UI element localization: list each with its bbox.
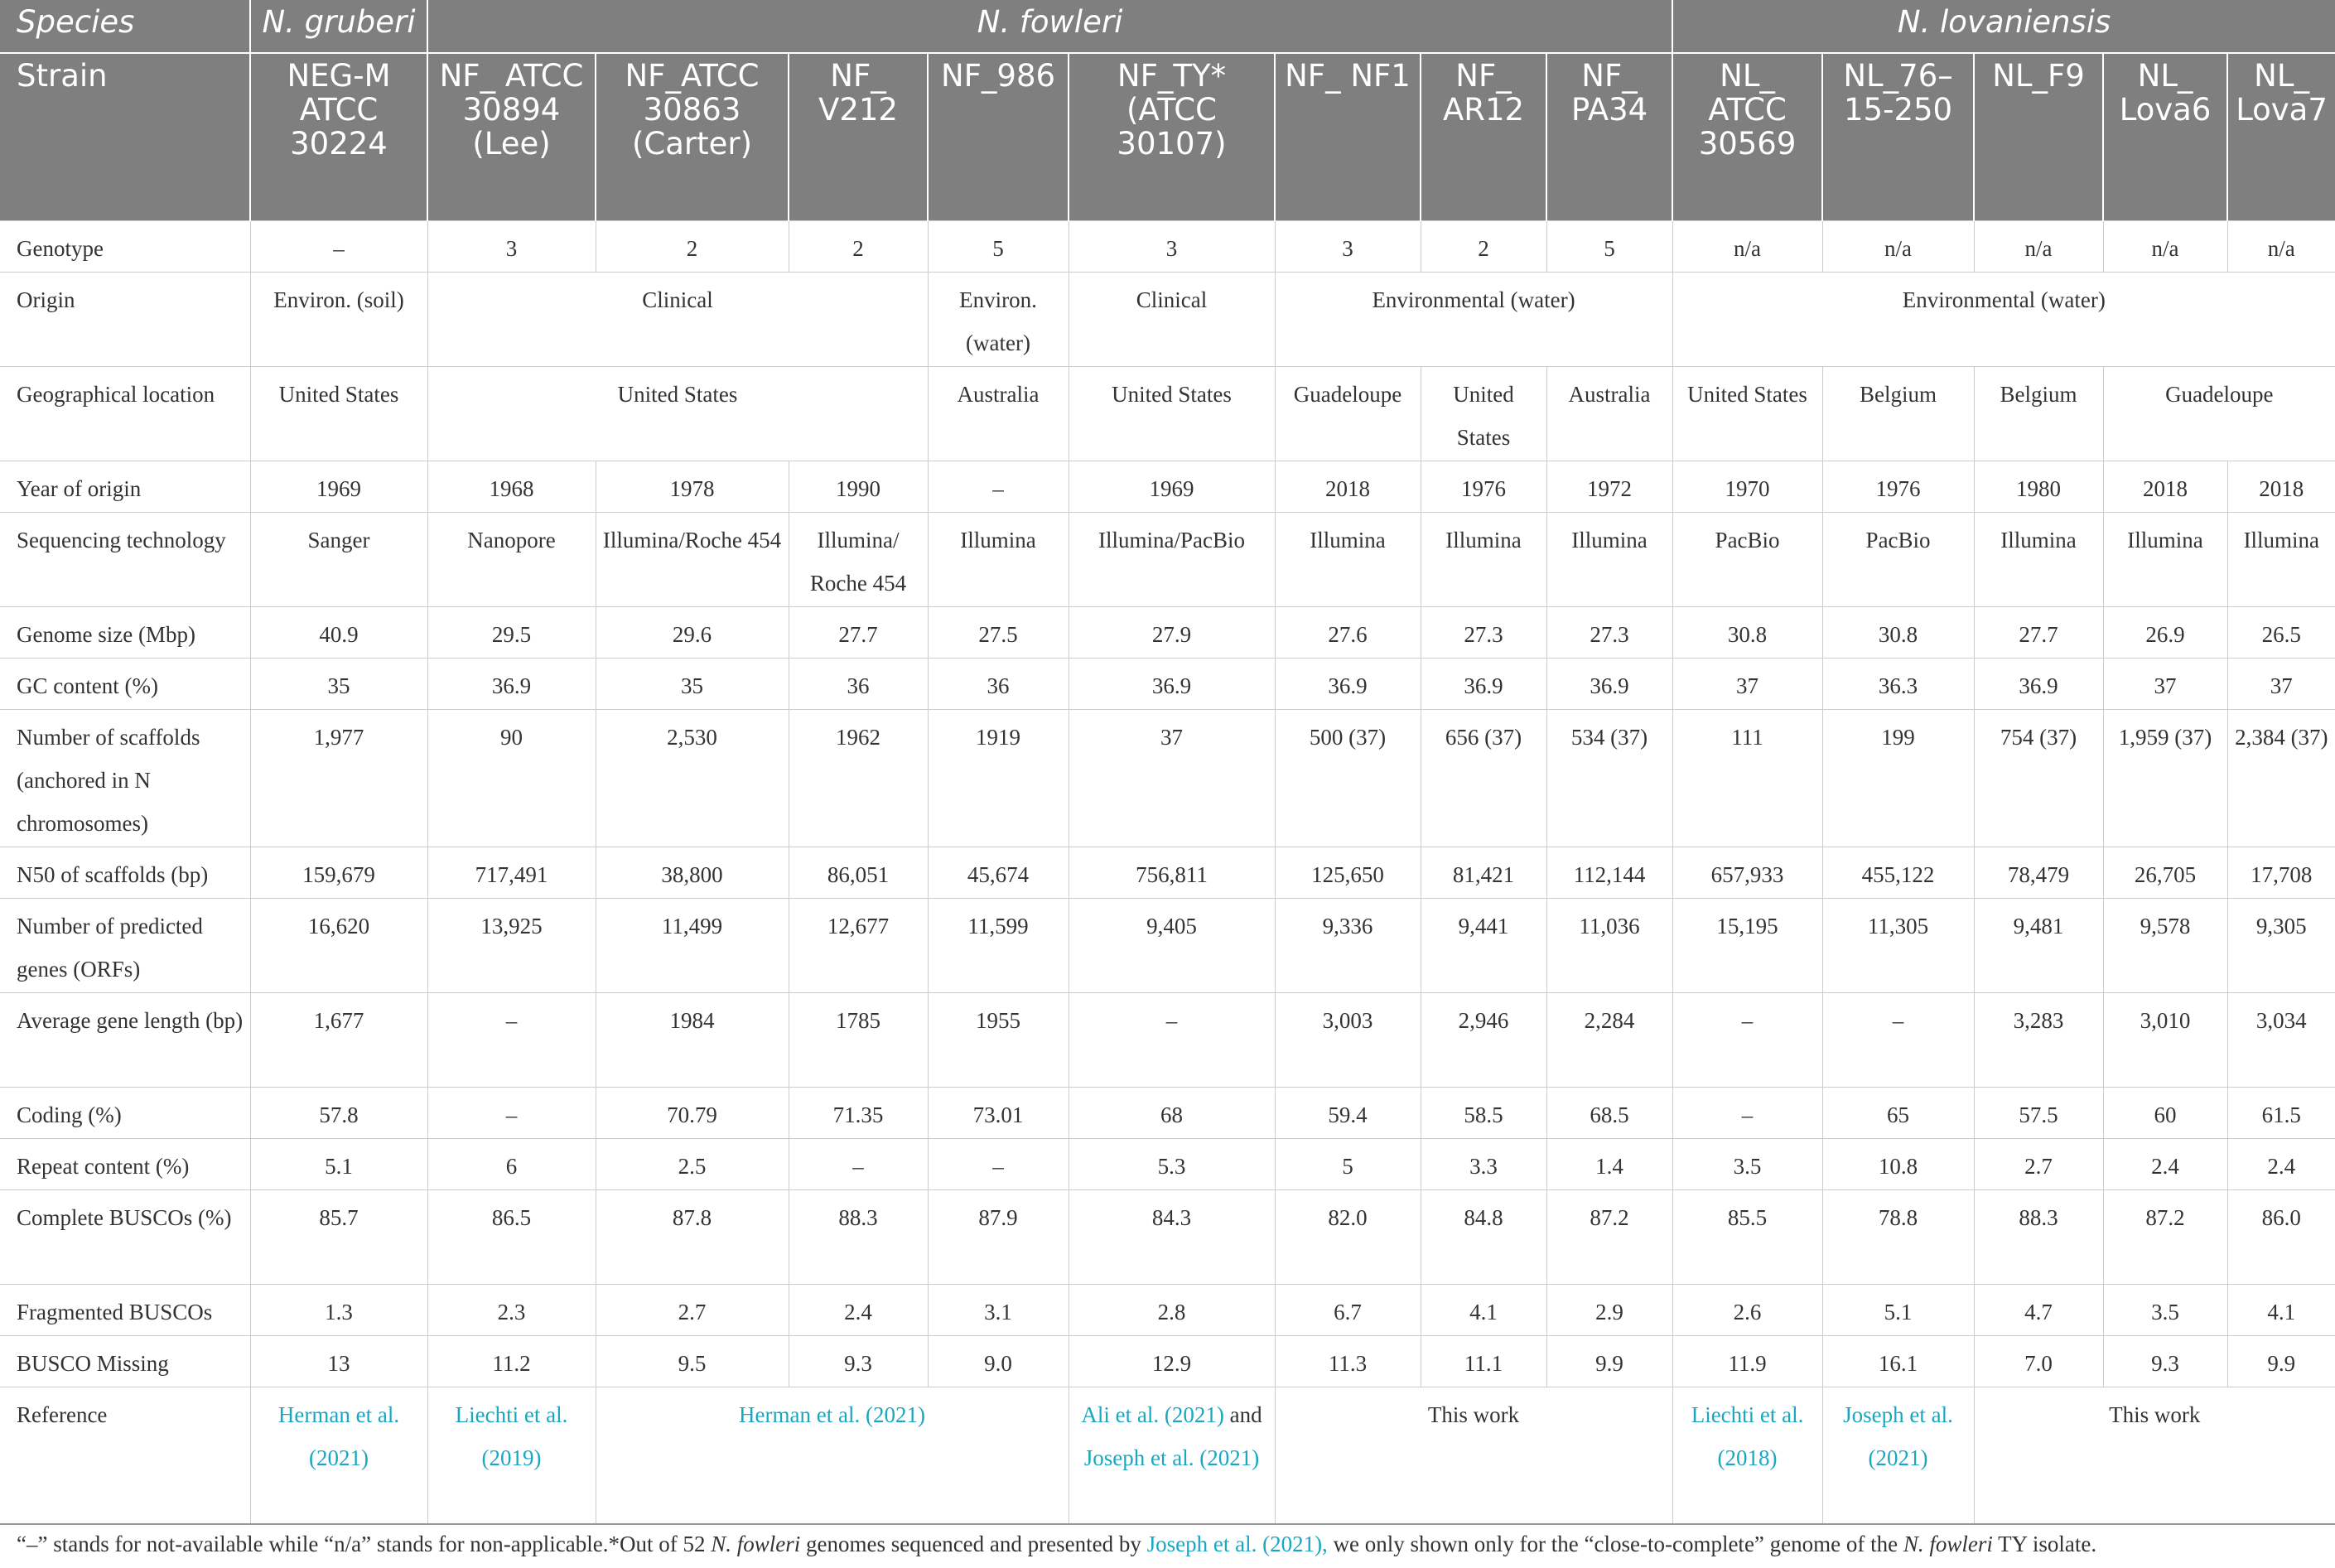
table-cell: – — [1672, 1087, 1822, 1138]
table-cell: 87.8 — [596, 1189, 789, 1284]
table-cell: 87.2 — [2103, 1189, 2227, 1284]
table-cell: 27.7 — [1974, 606, 2103, 658]
table-cell: n/a — [1822, 220, 1974, 272]
table-cell: 82.0 — [1275, 1189, 1421, 1284]
table-cell: Environ. (soil) — [250, 272, 427, 366]
table-cell: Illumina — [928, 512, 1069, 606]
table-cell: 11,036 — [1546, 898, 1672, 992]
table-cell: 2018 — [1275, 461, 1421, 512]
table-cell: 159,679 — [250, 847, 427, 898]
table-cell: 9,578 — [2103, 898, 2227, 992]
table-cell: 37 — [1672, 658, 1822, 709]
table-cell: 3.5 — [1672, 1138, 1822, 1189]
table-cell: 2 — [596, 220, 789, 272]
row-label: Average gene length (bp) — [0, 992, 250, 1087]
table-cell: 2018 — [2227, 461, 2335, 512]
table-cell: 78,479 — [1974, 847, 2103, 898]
strain-header-cell: NF_ NF1 — [1275, 53, 1421, 220]
table-cell: 3 — [1275, 220, 1421, 272]
table-cell: Guadeloupe — [1275, 366, 1421, 461]
reference-text: and — [1223, 1402, 1262, 1427]
table-cell: – — [1069, 992, 1275, 1087]
footnote-species-italic: N. fowleri — [1903, 1532, 1993, 1556]
table-cell: 10.8 — [1822, 1138, 1974, 1189]
table-cell: 35 — [596, 658, 789, 709]
table-row — [0, 1087, 2335, 1138]
table-cell — [1672, 1387, 1822, 1524]
table-cell: 3 — [1069, 220, 1275, 272]
species-n-gruberi: N. gruberi — [250, 0, 427, 53]
table-cell: 35 — [250, 658, 427, 709]
table-cell: 5 — [928, 220, 1069, 272]
table-cell: 657,933 — [1672, 847, 1822, 898]
footnote-species-italic: N. fowleri — [711, 1532, 801, 1556]
table-cell — [1069, 1387, 1275, 1524]
table-cell: 9,405 — [1069, 898, 1275, 992]
table-cell: 9,481 — [1974, 898, 2103, 992]
table-cell: 2,384 (37) — [2227, 709, 2335, 847]
table-cell: 4.7 — [1974, 1284, 2103, 1335]
species-n-fowleri: N. fowleri — [427, 0, 1672, 53]
table-cell: 71.35 — [789, 1087, 928, 1138]
table-cell: 68.5 — [1546, 1087, 1672, 1138]
row-label: N50 of scaffolds (bp) — [0, 847, 250, 898]
footnote-text: TY isolate. — [1992, 1532, 2097, 1556]
table-cell: 12,677 — [789, 898, 928, 992]
table-cell: 26,705 — [2103, 847, 2227, 898]
table-cell: 2018 — [2103, 461, 2227, 512]
row-label: Genotype — [0, 220, 250, 272]
table-cell: Environmental (water) — [1672, 272, 2335, 366]
table-row — [0, 992, 2335, 1087]
table-cell: 26.9 — [2103, 606, 2227, 658]
table-cell: 1969 — [1069, 461, 1275, 512]
table-cell: 3,003 — [1275, 992, 1421, 1087]
table-cell: 1,959 (37) — [2103, 709, 2227, 847]
strain-header-cell: NL_ Lova6 — [2103, 53, 2227, 220]
table-cell: Illumina — [2227, 512, 2335, 606]
table-row — [0, 847, 2335, 898]
table-cell: 455,122 — [1822, 847, 1974, 898]
table-cell: 1955 — [928, 992, 1069, 1087]
table-cell: 36.9 — [1421, 658, 1546, 709]
table-cell: 30.8 — [1822, 606, 1974, 658]
table-cell: 9.5 — [596, 1335, 789, 1387]
table-cell: Illumina — [1974, 512, 2103, 606]
table-cell: 1968 — [427, 461, 596, 512]
table-cell: 1976 — [1822, 461, 1974, 512]
table-cell — [1822, 1387, 1974, 1524]
table-cell: Illumina — [1275, 512, 1421, 606]
table-cell — [427, 1387, 596, 1524]
table-cell: 37 — [2103, 658, 2227, 709]
table-cell: 717,491 — [427, 847, 596, 898]
table-cell: 36.9 — [427, 658, 596, 709]
row-label: Number of scaffolds (anchored in N chromosomes) — [0, 709, 250, 847]
table-cell: 1972 — [1546, 461, 1672, 512]
table-cell: 11.1 — [1421, 1335, 1546, 1387]
reference-link[interactable]: Herman et al. (2021) — [739, 1402, 925, 1427]
table-cell: PacBio — [1822, 512, 1974, 606]
table-cell: 2,946 — [1421, 992, 1546, 1087]
table-cell: 1962 — [789, 709, 928, 847]
table-cell: 1969 — [250, 461, 427, 512]
table-cell: – — [1822, 992, 1974, 1087]
reference-link[interactable]: Joseph et al. (2021) — [1083, 1445, 1260, 1470]
table-footnote — [17, 1528, 2328, 1560]
strain-header-cell: NL_ Lova7 — [2227, 53, 2335, 220]
table-cell: 1984 — [596, 992, 789, 1087]
table-cell: Sanger — [250, 512, 427, 606]
table-cell: 754 (37) — [1974, 709, 2103, 847]
table-cell: 1,677 — [250, 992, 427, 1087]
table-cell: 27.5 — [928, 606, 1069, 658]
table-cell: 1970 — [1672, 461, 1822, 512]
table-cell: – — [789, 1138, 928, 1189]
table-cell: 656 (37) — [1421, 709, 1546, 847]
table-cell: 17,708 — [2227, 847, 2335, 898]
table-cell: 13 — [250, 1335, 427, 1387]
strain-header-cell: NL_ ATCC 30569 — [1672, 53, 1822, 220]
table-cell: Illumina/ Roche 454 — [789, 512, 928, 606]
table-cell: Australia — [928, 366, 1069, 461]
table-cell: 9,336 — [1275, 898, 1421, 992]
table-cell: Clinical — [427, 272, 928, 366]
table-cell: 2.4 — [2227, 1138, 2335, 1189]
table-cell: Belgium — [1974, 366, 2103, 461]
table-cell: 84.8 — [1421, 1189, 1546, 1284]
row-label: Complete BUSCOs (%) — [0, 1189, 250, 1284]
table-cell: 88.3 — [1974, 1189, 2103, 1284]
table-cell: 86,051 — [789, 847, 928, 898]
strain-header-cell: NEG-M ATCC 30224 — [250, 53, 427, 220]
table-cell — [250, 1387, 427, 1524]
table-cell: United States — [1069, 366, 1275, 461]
table-cell: 1978 — [596, 461, 789, 512]
table-cell: 2.3 — [427, 1284, 596, 1335]
strain-header-cell: NF_ PA34 — [1546, 53, 1672, 220]
table-cell: 3.1 — [928, 1284, 1069, 1335]
table-cell: 70.79 — [596, 1087, 789, 1138]
table-row — [0, 709, 2335, 847]
table-cell: 29.6 — [596, 606, 789, 658]
table-cell: 73.01 — [928, 1087, 1069, 1138]
row-label: Number of predicted genes (ORFs) — [0, 898, 250, 992]
strain-header-cell: NF_TY* (ATCC 30107) — [1069, 53, 1275, 220]
row-label: Genome size (Mbp) — [0, 606, 250, 658]
table-cell: 57.5 — [1974, 1087, 2103, 1138]
table-cell: 5.1 — [1822, 1284, 1974, 1335]
table-cell: 2,530 — [596, 709, 789, 847]
table-cell: 1980 — [1974, 461, 2103, 512]
strain-header-cell: NF_ V212 — [789, 53, 928, 220]
table-cell: 11,305 — [1822, 898, 1974, 992]
table-cell: Environmental (water) — [1275, 272, 1672, 366]
table-row — [0, 512, 2335, 606]
strain-header-cell: NL_76–15-250 — [1822, 53, 1974, 220]
table-cell: 2.4 — [2103, 1138, 2227, 1189]
table-cell: 60 — [2103, 1087, 2227, 1138]
table-cell: Nanopore — [427, 512, 596, 606]
strain-header-cell: NF_ATCC 30863 (Carter) — [596, 53, 789, 220]
table-cell: 59.4 — [1275, 1087, 1421, 1138]
table-cell: Illumina — [2103, 512, 2227, 606]
table-cell: 40.9 — [250, 606, 427, 658]
row-label: GC content (%) — [0, 658, 250, 709]
row-label: Coding (%) — [0, 1087, 250, 1138]
table-cell: 11.9 — [1672, 1335, 1822, 1387]
table-cell: 36.9 — [1069, 658, 1275, 709]
table-cell: 9.0 — [928, 1335, 1069, 1387]
reference-link[interactable]: Liechti et al. (2019) — [455, 1402, 568, 1470]
table-cell: 84.3 — [1069, 1189, 1275, 1284]
table-cell: 15,195 — [1672, 898, 1822, 992]
table-cell: 9.9 — [2227, 1335, 2335, 1387]
table-cell: 3.5 — [2103, 1284, 2227, 1335]
row-label: Year of origin — [0, 461, 250, 512]
table-cell: 85.7 — [250, 1189, 427, 1284]
footnote-text: “–” stands for not-available while “n/a” stands for non-applicable.*Out of 52 — [17, 1532, 712, 1556]
table-cell: 1,977 — [250, 709, 427, 847]
table-cell: 3,010 — [2103, 992, 2227, 1087]
table-cell: 2.7 — [596, 1284, 789, 1335]
table-cell: 27.6 — [1275, 606, 1421, 658]
reference-link[interactable]: Liechti et al. (2018) — [1691, 1402, 1804, 1470]
table-cell: 1.3 — [250, 1284, 427, 1335]
table-cell — [1275, 1387, 1672, 1524]
table-cell: – — [427, 992, 596, 1087]
footnote-text: genomes sequenced and presented by — [800, 1532, 1147, 1556]
table-cell: 9.9 — [1546, 1335, 1672, 1387]
table-cell: 27.7 — [789, 606, 928, 658]
table-cell — [596, 1387, 1069, 1524]
strain-header-label: Strain — [0, 53, 250, 220]
table-cell: 26.5 — [2227, 606, 2335, 658]
table-cell: 11,499 — [596, 898, 789, 992]
table-cell: 3,283 — [1974, 992, 2103, 1087]
table-row — [0, 1189, 2335, 1284]
table-row — [0, 658, 2335, 709]
row-label: Geographical location — [0, 366, 250, 461]
table-cell: 88.3 — [789, 1189, 928, 1284]
table-cell: 78.8 — [1822, 1189, 1974, 1284]
table-cell: 38,800 — [596, 847, 789, 898]
strain-header-cell: NL_F9 — [1974, 53, 2103, 220]
table-cell: 1785 — [789, 992, 928, 1087]
row-label: Fragmented BUSCOs — [0, 1284, 250, 1335]
table-cell: 11.3 — [1275, 1335, 1421, 1387]
table-cell: n/a — [1974, 220, 2103, 272]
table-cell: Illumina/PacBio — [1069, 512, 1275, 606]
table-cell: n/a — [1672, 220, 1822, 272]
table-cell: 5 — [1546, 220, 1672, 272]
table-cell: 36.9 — [1974, 658, 2103, 709]
table-cell — [1974, 1387, 2335, 1524]
table-body — [0, 220, 2335, 1524]
table-cell: 36 — [928, 658, 1069, 709]
species-header-label: Species — [0, 0, 250, 53]
footnote-reference-link[interactable]: Joseph et al. (2021), — [1146, 1532, 1328, 1556]
table-cell: 2 — [1421, 220, 1546, 272]
table-cell: 27.3 — [1546, 606, 1672, 658]
table-cell: 29.5 — [427, 606, 596, 658]
table-cell: 65 — [1822, 1087, 1974, 1138]
table-cell: 16.1 — [1822, 1335, 1974, 1387]
table-cell: 9.3 — [789, 1335, 928, 1387]
table-cell: – — [1672, 992, 1822, 1087]
strain-header-cell: NF_ ATCC 30894 (Lee) — [427, 53, 596, 220]
table-cell: 37 — [2227, 658, 2335, 709]
table-cell: n/a — [2227, 220, 2335, 272]
table-cell: 58.5 — [1421, 1087, 1546, 1138]
strain-header-cell: NF_986 — [928, 53, 1069, 220]
table-cell: 1919 — [928, 709, 1069, 847]
table-row — [0, 366, 2335, 461]
table-cell: n/a — [2103, 220, 2227, 272]
table-cell: 125,650 — [1275, 847, 1421, 898]
table-row — [0, 1335, 2335, 1387]
table-cell: 1.4 — [1546, 1138, 1672, 1189]
table-cell: 7.0 — [1974, 1335, 2103, 1387]
table-cell: 2.6 — [1672, 1284, 1822, 1335]
table-cell: 61.5 — [2227, 1087, 2335, 1138]
table-row — [0, 898, 2335, 992]
reference-link[interactable]: Joseph et al. (2021) — [1843, 1402, 1953, 1470]
table-cell: 12.9 — [1069, 1335, 1275, 1387]
table-cell: Guadeloupe — [2103, 366, 2335, 461]
table-row — [0, 1138, 2335, 1189]
table-cell: Illumina — [1421, 512, 1546, 606]
table-cell: 45,674 — [928, 847, 1069, 898]
species-n-lovaniensis: N. lovaniensis — [1672, 0, 2335, 53]
strain-header-row — [0, 53, 2335, 220]
table-cell: 4.1 — [2227, 1284, 2335, 1335]
table-cell: 4.1 — [1421, 1284, 1546, 1335]
table-cell: 87.9 — [928, 1189, 1069, 1284]
table-cell: 30.8 — [1672, 606, 1822, 658]
table-cell: 112,144 — [1546, 847, 1672, 898]
table-cell: 27.9 — [1069, 606, 1275, 658]
table-cell: – — [427, 1087, 596, 1138]
table-cell: PacBio — [1672, 512, 1822, 606]
reference-text: This work — [1427, 1402, 1520, 1427]
table-cell: Illumina — [1546, 512, 1672, 606]
table-cell: Clinical — [1069, 272, 1275, 366]
table-cell: 2 — [789, 220, 928, 272]
reference-text: This work — [2109, 1402, 2201, 1427]
table-cell: United States — [1421, 366, 1546, 461]
row-label: Sequencing technology — [0, 512, 250, 606]
reference-link[interactable]: Herman et al. (2021) — [277, 1402, 400, 1470]
table-cell: Australia — [1546, 366, 1672, 461]
table-cell: 500 (37) — [1275, 709, 1421, 847]
table-row — [0, 272, 2335, 366]
table-cell: 36.9 — [1275, 658, 1421, 709]
table-cell: Belgium — [1822, 366, 1974, 461]
table-cell: 37 — [1069, 709, 1275, 847]
table-cell: 9.3 — [2103, 1335, 2227, 1387]
table-cell: 6 — [427, 1138, 596, 1189]
table-row — [0, 461, 2335, 512]
table-cell: – — [250, 220, 427, 272]
table-cell: 3.3 — [1421, 1138, 1546, 1189]
table-row — [0, 606, 2335, 658]
table-cell: 36.9 — [1546, 658, 1672, 709]
table-cell: 11,599 — [928, 898, 1069, 992]
table-cell: – — [928, 461, 1069, 512]
table-cell: 5.3 — [1069, 1138, 1275, 1189]
table-cell: United States — [250, 366, 427, 461]
table-cell: 9,305 — [2227, 898, 2335, 992]
table-row — [0, 1387, 2335, 1524]
row-label: Repeat content (%) — [0, 1138, 250, 1189]
table-row — [0, 220, 2335, 272]
table-cell: 87.2 — [1546, 1189, 1672, 1284]
table-cell: 68 — [1069, 1087, 1275, 1138]
table-cell: 5 — [1275, 1138, 1421, 1189]
row-label: Origin — [0, 272, 250, 366]
table-cell: Illumina/Roche 454 — [596, 512, 789, 606]
table-cell: 1976 — [1421, 461, 1546, 512]
table-cell: 756,811 — [1069, 847, 1275, 898]
table-cell: 57.8 — [250, 1087, 427, 1138]
table-cell: 27.3 — [1421, 606, 1546, 658]
table-cell: 199 — [1822, 709, 1974, 847]
table-cell: 2,284 — [1546, 992, 1672, 1087]
table-cell: 86.5 — [427, 1189, 596, 1284]
table-cell: 2.7 — [1974, 1138, 2103, 1189]
table-cell: 3 — [427, 220, 596, 272]
table-cell: 36 — [789, 658, 928, 709]
table-cell: 2.5 — [596, 1138, 789, 1189]
table-cell: 111 — [1672, 709, 1822, 847]
table-cell: 85.5 — [1672, 1189, 1822, 1284]
table-cell: 2.8 — [1069, 1284, 1275, 1335]
table-cell: – — [928, 1138, 1069, 1189]
footnote-text: we only shown only for the “close-to-complete” genome of the — [1327, 1532, 1903, 1556]
strain-header-cell: NF_ AR12 — [1421, 53, 1546, 220]
table-cell: United States — [1672, 366, 1822, 461]
table-cell: 6.7 — [1275, 1284, 1421, 1335]
table-cell: 90 — [427, 709, 596, 847]
table-cell: 9,441 — [1421, 898, 1546, 992]
table-cell: 81,421 — [1421, 847, 1546, 898]
species-header-row — [0, 0, 2335, 53]
table-cell: 2.4 — [789, 1284, 928, 1335]
table-cell: 13,925 — [427, 898, 596, 992]
table-cell: 2.9 — [1546, 1284, 1672, 1335]
table-cell: 1990 — [789, 461, 928, 512]
table-cell: 5.1 — [250, 1138, 427, 1189]
table-cell: 534 (37) — [1546, 709, 1672, 847]
table-cell: 16,620 — [250, 898, 427, 992]
table-cell: 36.3 — [1822, 658, 1974, 709]
table-cell: Environ. (water) — [928, 272, 1069, 366]
table-row — [0, 1284, 2335, 1335]
table-cell: 86.0 — [2227, 1189, 2335, 1284]
reference-link[interactable]: Ali et al. (2021) — [1081, 1402, 1224, 1427]
table-cell: 3,034 — [2227, 992, 2335, 1087]
table-cell: United States — [427, 366, 928, 461]
row-label: Reference — [0, 1387, 250, 1524]
row-label: BUSCO Missing — [0, 1335, 250, 1387]
table-cell: 11.2 — [427, 1335, 596, 1387]
